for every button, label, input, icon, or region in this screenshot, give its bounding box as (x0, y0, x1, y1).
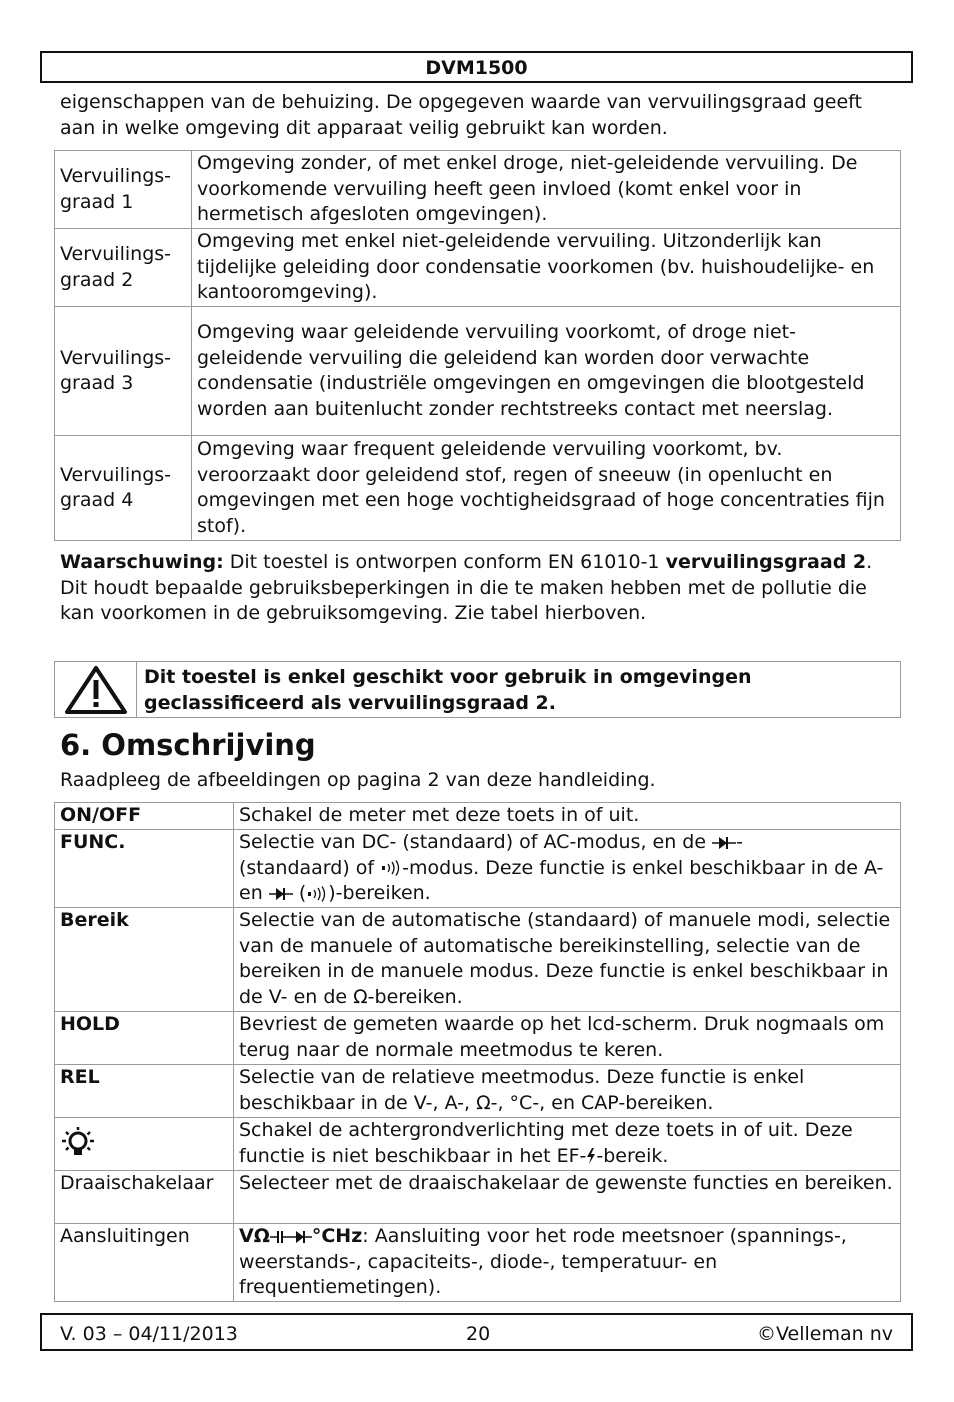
section-title: 6. Omschrijving (60, 728, 316, 762)
table-row (55, 830, 901, 908)
key-draaischakelaar: Draaischakelaar (55, 1171, 234, 1224)
diode-icon (712, 836, 736, 850)
table-row (55, 803, 901, 830)
desc-onoff: Schakel de meter met deze toets in of uit. (234, 803, 901, 830)
footer-page-number: 20 (466, 1323, 491, 1345)
footer-copyright: ©Velleman nv (757, 1323, 893, 1345)
pollution-degree-label: Vervuilings- graad 4 (55, 436, 192, 541)
table-row (55, 151, 901, 229)
table-row (55, 1118, 901, 1171)
diode-icon (290, 1230, 312, 1244)
pollution-degree-label: Vervuilings- graad 1 (55, 151, 192, 229)
table-row (55, 1224, 901, 1302)
warning-paragraph: Waarschuwing: Dit toestel is ontworpen conform EN 61010-1 vervuilingsgraad 2. Dit houdt bepaalde gebruiksbeperkingen in die te maken hebben met de pollutie die kan voorkomen in de gebruiksomgeving. Zie tabel hierboven. (60, 551, 873, 624)
desc-backlight: Schakel de achtergrondverlichting met deze toets in of uit. Deze functie is niet beschikbaar in het EF- -bereik. (234, 1118, 901, 1171)
table-row (55, 1171, 901, 1224)
table-row (55, 307, 901, 436)
key-aansluitingen: Aansluitingen (55, 1224, 234, 1302)
table-row (55, 1012, 901, 1065)
section-subtitle: Raadpleeg de afbeeldingen op pagina 2 van deze handleiding. (60, 769, 656, 791)
desc-func: Selectie van DC- (standaard) of AC-modus, en de - (standaard) of -modus. Deze functie is enkel beschikbaar in de A- en ( )-bereiken. (234, 830, 901, 908)
pollution-degree-label: Vervuilings- graad 3 (55, 307, 192, 436)
footer (40, 1313, 913, 1351)
key-rel: REL (55, 1065, 234, 1118)
pollution-table (54, 150, 901, 541)
capacitor-icon (270, 1230, 290, 1244)
header-title: DVM1500 (40, 51, 913, 83)
pollution-degree-text: Omgeving waar frequent geleidende vervuiling voorkomt, bv. veroorzaakt door geleidend stof, regen of sneeuw (in openlucht en omgevingen met een hoge vochtigheidsgraad of hoge concentraties fijn stof). (192, 436, 901, 541)
continuity-sound-icon (380, 860, 402, 876)
diode-icon (269, 887, 293, 901)
key-bereik: Bereik (55, 908, 234, 1012)
footer-version: V. 03 – 04/11/2013 (60, 1323, 238, 1345)
lightning-icon (586, 1148, 596, 1164)
description-table (54, 802, 901, 1302)
desc-draaischakelaar: Selecteer met de draaischakelaar de gewenste functies en bereiken. (234, 1171, 901, 1224)
desc-hold: Bevriest de gemeten waarde op het lcd-scherm. Druk nogmaals om terug naar de normale meetmodus te keren. (234, 1012, 901, 1065)
key-onoff: ON/OFF (55, 803, 234, 830)
notice-text: Dit toestel is enkel geschikt voor gebruik in omgevingen geclassificeerd als vervuilingsgraad 2. (144, 666, 752, 714)
notice-box (54, 661, 901, 718)
intro-text: eigenschappen van de behuizing. De opgegeven waarde van vervuilingsgraad geeft aan in welke omgeving dit apparaat veilig gebruikt kan worden. (60, 91, 862, 139)
pollution-degree-label: Vervuilings- graad 2 (55, 229, 192, 307)
continuity-sound-icon (306, 886, 328, 902)
table-row (55, 1065, 901, 1118)
desc-bereik: Selectie van de automatische (standaard) of manuele modi, selectie van de manuele of automatische bereikinstelling, selectie van de bereiken in de manuele modus. Deze functie is enkel beschikbaar in de V- en de Ω-bereiken. (234, 908, 901, 1012)
pollution-degree-text: Omgeving zonder, of met enkel droge, niet-geleidende vervuiling. De voorkomende vervuiling heeft geen invloed (komt enkel voor in hermetisch afgesloten omgevingen). (192, 151, 901, 229)
pollution-degree-text: Omgeving waar geleidende vervuiling voorkomt, of droge niet-geleidende vervuiling die geleidend kan worden door verwachte condensatie (industriële omgevingen en omgevingen die blootgesteld worden aan buitenlucht zonder rechtstreeks contact met neerslag. (192, 307, 901, 436)
key-func: FUNC. (55, 830, 234, 908)
desc-rel: Selectie van de relatieve meetmodus. Deze functie is enkel beschikbaar in de V-, A-, Ω-, °C-, en CAP-bereiken. (234, 1065, 901, 1118)
key-backlight (55, 1118, 234, 1171)
warning-label: Waarschuwing: (60, 551, 224, 573)
backlight-bulb-icon (60, 1126, 96, 1160)
table-row (55, 229, 901, 307)
table-row (55, 908, 901, 1012)
table-row (55, 436, 901, 541)
key-hold: HOLD (55, 1012, 234, 1065)
desc-aansluitingen: VΩ °CHz: Aansluiting voor het rode meetsnoer (spannings-, weerstands-, capaciteits-, diode-, temperatuur- en frequentiemetingen). (234, 1224, 901, 1302)
pollution-degree-text: Omgeving met enkel niet-geleidende vervuiling. Uitzonderlijk kan tijdelijke geleiding door condensatie voorkomen (bv. huishoudelijke- en kantooromgeving). (192, 229, 901, 307)
warning-triangle-icon (63, 665, 129, 715)
